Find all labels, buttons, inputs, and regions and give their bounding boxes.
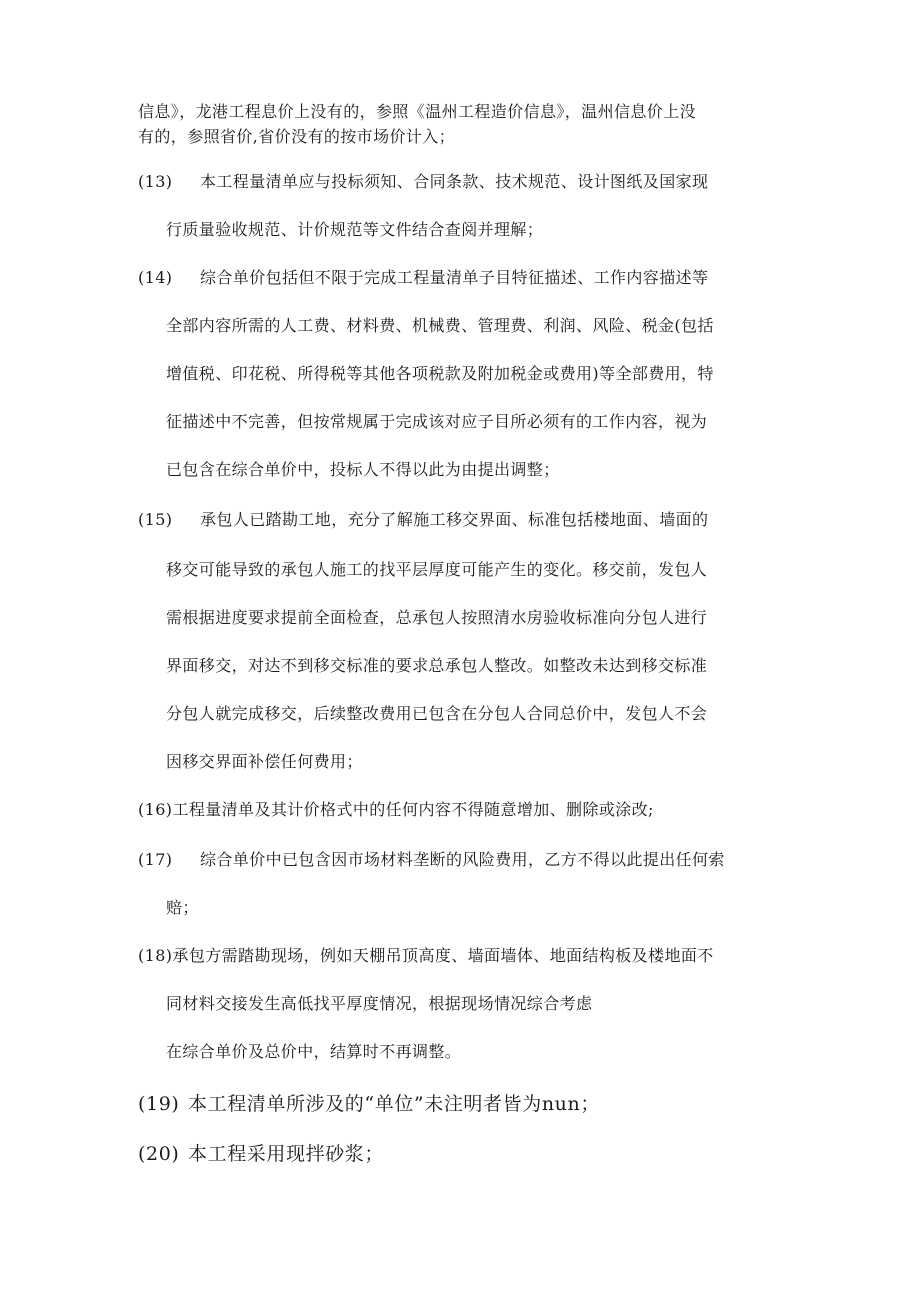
- clause-number: (14): [138, 268, 173, 287]
- clause-14: [138, 268, 708, 288]
- clause-15-line-4: 界面移交，对达不到移交标准的要求总承包人整改。如整改未达到移交标准: [166, 656, 708, 675]
- clause-15-line-2: 移交可能导致的承包人施工的找平层厚度可能产生的变化。移交前，发包人: [166, 560, 708, 579]
- clause-number: (20): [138, 1143, 180, 1165]
- clause-14-line-3: 增值税、印花税、所得税等其他各项税款及附加税金或费用)等全部费用，特: [166, 364, 714, 383]
- clause-14-line-4: 征描述中不完善，但按常规属于完成该对应子目所必须有的工作内容，视为: [166, 412, 708, 431]
- intro-line-2: 有的，参照省价,省价没有的按市场价计入；: [138, 127, 456, 146]
- clause-17: [138, 850, 725, 870]
- clause-14-line-5: 已包含在综合单价中，投标人不得以此为由提出调整；: [166, 460, 560, 479]
- clause-15-line-5: 分包人就完成移交，后续整改费用已包含在分包人合同总价中，发包人不会: [166, 704, 708, 723]
- clause-number: (16): [138, 800, 173, 819]
- clause-number: (19): [138, 1093, 180, 1115]
- clause-20: [138, 1142, 384, 1166]
- clause-19: [138, 1092, 600, 1116]
- clause-14-line-2: 全部内容所需的人工费、材料费、机械费、管理费、利润、风险、税金(包括: [166, 316, 714, 335]
- clause-text: 本工程量清单应与投标须知、合同条款、技术规范、设计图纸及国家现: [200, 172, 709, 191]
- clause-number: (13): [138, 172, 173, 191]
- clause-text: 承包人已踏勘工地，充分了解施工移交界面、标准包括楼地面、墙面的: [200, 510, 709, 529]
- clause-18-line-2: 同材料交接发生高低找平厚度情况，根据现场情况综合考虑: [166, 994, 593, 1013]
- clause-13-line-2: 行质量验收规范、计价规范等文件结合查阅并理解；: [166, 220, 544, 239]
- clause-18-line-3: 在综合单价及总价中，结算时不再调整。: [166, 1042, 462, 1061]
- clause-text: 工程量清单及其计价格式中的任何内容不得随意增加、删除或涂改;: [172, 800, 654, 819]
- clause-number: (15): [138, 510, 173, 529]
- clause-16: [138, 800, 654, 820]
- clause-text: 综合单价包括但不限于完成工程量清单子目特征描述、工作内容描述等: [200, 268, 709, 287]
- clause-text: 本工程采用现拌砂浆；: [188, 1143, 385, 1165]
- clause-text: 综合单价中已包含因市场材料垄断的风险费用，乙方不得以此提出任何索: [200, 850, 725, 869]
- clause-17-line-2: 赔；: [166, 898, 199, 917]
- clause-text: 本工程清单所涉及的“单位”未注明者皆为nun；: [188, 1093, 600, 1115]
- clause-18: [138, 946, 714, 966]
- clause-15-line-3: 需根据进度要求提前全面检查，总承包人按照清水房验收标准向分包人进行: [166, 608, 708, 627]
- clause-13: [138, 172, 708, 192]
- clause-number: (18): [138, 946, 173, 965]
- clause-15-line-6: 因移交界面补偿任何费用；: [166, 752, 363, 771]
- clause-number: (17): [138, 850, 173, 869]
- clause-15: [138, 510, 708, 530]
- clause-text: 承包方需踏勘现场，例如天棚吊顶高度、墙面墙体、地面结构板及楼地面不: [172, 946, 714, 965]
- intro-line-1: 信息》，龙港工程息价上没有的，参照《温州工程造价信息》，温州信息价上没: [138, 102, 697, 121]
